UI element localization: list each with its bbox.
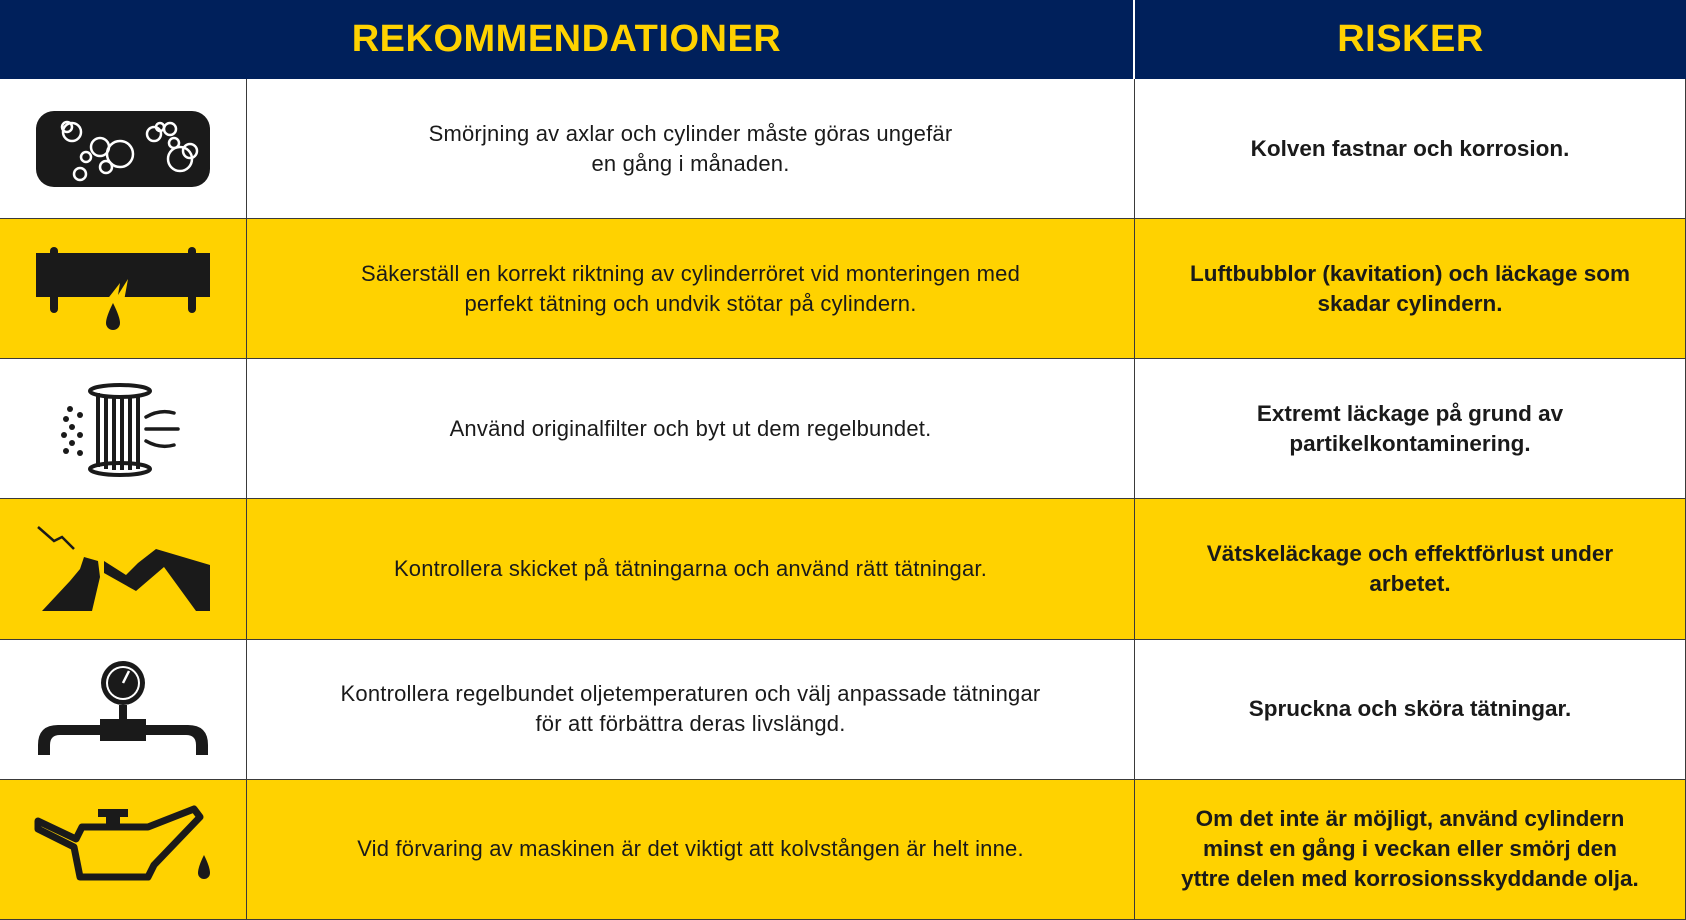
filter-icon xyxy=(28,379,218,479)
row-1-icon-cell xyxy=(0,79,247,219)
header-risks: RISKER xyxy=(1135,0,1686,79)
cracked-pipe-leak-icon xyxy=(28,239,218,339)
row-2-recommendation: Säkerställ en korrekt riktning av cylinderröret vid monteringen med perfekt tätning och undvik stötar på cylindern. xyxy=(247,219,1135,359)
row-2-risk: Luftbubblor (kavitation) och läckage som skadar cylindern. xyxy=(1135,219,1686,359)
row-6-risk: Om det inte är möjligt, använd cylindern minst en gång i veckan eller smörj den yttre delen med korrosionsskyddande olja. xyxy=(1135,780,1686,920)
row-4-icon-cell xyxy=(0,499,247,639)
oil-can-icon xyxy=(28,799,218,899)
row-6-recommendation: Vid förvaring av maskinen är det viktigt att kolvstången är helt inne. xyxy=(247,780,1135,920)
row-6-icon-cell xyxy=(0,780,247,920)
row-3-icon-cell xyxy=(0,359,247,499)
pressure-gauge-icon xyxy=(28,659,218,759)
header-recommendations: REKOMMENDATIONER xyxy=(0,0,1135,79)
row-5-icon-cell xyxy=(0,640,247,780)
row-3-recommendation: Använd originalfilter och byt ut dem regelbundet. xyxy=(247,359,1135,499)
row-4-recommendation: Kontrollera skicket på tätningarna och använd rätt tätningar. xyxy=(247,499,1135,639)
row-4-risk: Vätskeläckage och effektförlust under arbetet. xyxy=(1135,499,1686,639)
row-5-recommendation: Kontrollera regelbundet oljetemperaturen och välj anpassade tätningar för att förbättra deras livslängd. xyxy=(247,640,1135,780)
row-1-recommendation: Smörjning av axlar och cylinder måste göras ungefär en gång i månaden. xyxy=(247,79,1135,219)
bubbles-icon xyxy=(28,99,218,199)
broken-seal-icon xyxy=(28,519,218,619)
row-2-icon-cell xyxy=(0,219,247,359)
row-5-risk: Spruckna och sköra tätningar. xyxy=(1135,640,1686,780)
row-1-risk: Kolven fastnar och korrosion. xyxy=(1135,79,1686,219)
row-3-risk: Extremt läckage på grund av partikelkontaminering. xyxy=(1135,359,1686,499)
